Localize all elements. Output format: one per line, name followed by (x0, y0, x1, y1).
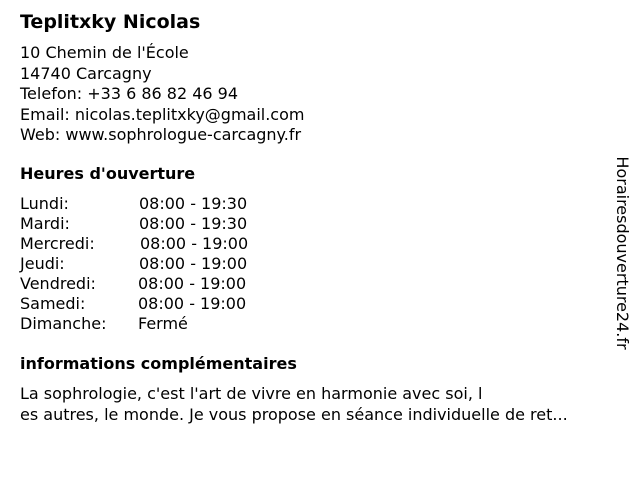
time-range: 08:00 - 19:00 (140, 234, 249, 253)
description-line: es autres, le monde. Je vous propose en séance individuelle de ret... (20, 404, 568, 424)
time-range: 08:00 - 19:30 (139, 214, 248, 233)
day-label: Lundi: (20, 194, 69, 213)
day-label: Vendredi: (20, 274, 96, 293)
address-city: 14740 Carcagny (20, 63, 152, 83)
description-line: La sophrologie, c'est l'art de vivre en harmonie avec soi, l (20, 384, 483, 403)
time-range: 08:00 - 19:00 (139, 254, 248, 273)
time-range: 08:00 - 19:00 (138, 294, 247, 313)
day-label: Dimanche: (20, 314, 107, 333)
email-address: Email: nicolas.teplitxky@gmail.com (20, 104, 305, 124)
business-name: Teplitxky Nicolas (20, 11, 201, 33)
day-label: Jeudi: (20, 254, 65, 273)
day-label: Mercredi: (20, 234, 95, 253)
website: Web: www.sophrologue-carcagny.fr (20, 125, 302, 144)
address-street: 10 Chemin de l'École (20, 43, 189, 62)
description-text (20, 384, 630, 425)
day-label: Samedi: (20, 294, 86, 313)
additional-info-title: informations complémentaires (20, 354, 297, 373)
day-label: Mardi: (20, 214, 70, 233)
opening-hours-title: Heures d'ouverture (20, 164, 196, 183)
phone-number: Telefon: +33 6 86 82 46 94 (20, 84, 239, 103)
contact-block (20, 43, 304, 146)
time-range: Fermé (138, 314, 188, 333)
site-watermark: Horairesdouverture24.fr (613, 156, 632, 350)
time-range: 08:00 - 19:30 (139, 194, 248, 213)
time-range: 08:00 - 19:00 (138, 274, 247, 293)
